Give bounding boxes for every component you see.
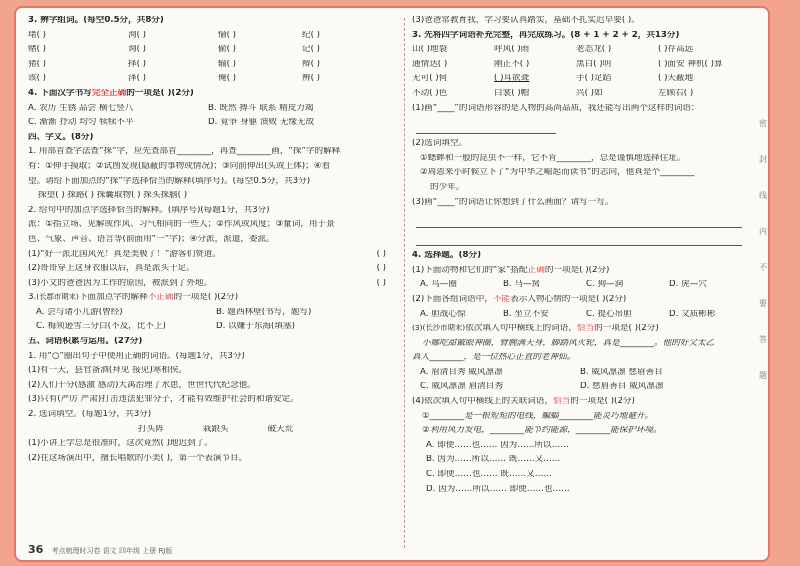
s4q1-line: 有：①伸手摸取；②试图发现(隐蔽的事物或情况)；③向前伸出(头或上体)；④看 xyxy=(28,161,331,171)
idiom[interactable]: 呼风( )雨 xyxy=(494,45,530,55)
r-q4-1-title: (1)下面动物和它们的“家”搭配正确的一项是( )(2分) xyxy=(412,265,610,275)
option[interactable]: B. 坐立不安 xyxy=(503,309,549,319)
r-q3-sub2-a[interactable]: ①蟋蟀和一般的昆虫不一样，它不肯________，总是谨慎地选择住址。 xyxy=(420,153,686,163)
page-footer xyxy=(28,543,172,556)
s5q1-line[interactable]: (2)人们十分(感激 感动)大禹治理了水患，世世代代纪念他。 xyxy=(28,380,256,390)
option[interactable]: C. 即使……也…… 既……又…… xyxy=(426,470,552,480)
word-option: 栽跟头 xyxy=(202,424,229,434)
right-column xyxy=(412,16,752,499)
s4q1-answers[interactable]: 探望( ) 探路( ) 探囊取物( ) 探头探脑( ) xyxy=(38,191,188,201)
r-q3-sub2-b[interactable]: ②周恩来小时候立下了“为中华之崛起而读书”的志向，他真是个________ xyxy=(420,168,695,178)
idiom[interactable]: 左顾右( ) xyxy=(658,88,694,98)
s5q1-line[interactable]: (3)只有(严厉 严肃)打击违法犯罪分子，才能有效维护社会的和谐安定。 xyxy=(28,395,299,405)
s4q2-line: 2. 给句中的加点字选择恰当的解释。(填序号)(每题1分，共3分) xyxy=(28,205,270,215)
option[interactable]: B. 威风凛凛 慈眉善目 xyxy=(580,367,663,377)
r-q4-4-sentence: ①________是一根短短的电线，蝙蝠________能灵巧地避开。 xyxy=(422,411,654,421)
answer-line[interactable] xyxy=(416,215,742,228)
r-q3-sub2-b2: 的少年。 xyxy=(430,182,465,192)
option[interactable]: B. 马—窝 xyxy=(503,280,541,290)
idiom-row xyxy=(412,74,752,89)
s5q2-word-bank xyxy=(28,425,392,440)
q3-cell[interactable]: 俺( ) xyxy=(218,74,237,84)
idiom[interactable]: 刚正不( ) xyxy=(494,59,530,69)
s4q2-item: (1)“好一派北国风光！真是美极了！”游客们赞道。 ( ) xyxy=(28,249,386,259)
q2-item-3[interactable]: (3)爸爸常教育我，学习要认真踏实，基础不扎实迟早要( )。 xyxy=(412,16,640,25)
r-q4-4-sentence: ②利用风力发电，________能节约能源，________能保护环境。 xyxy=(422,426,662,436)
q3-cell[interactable]: 洵( ) xyxy=(128,30,147,40)
s4q3-option[interactable]: C. 梅须逊雪三分白(不及，比不上) xyxy=(36,322,166,332)
s4q2-item: (3)小文的爸爸因为工作的原因，被派到了外地。 ( ) xyxy=(28,278,386,288)
idiom-row xyxy=(412,89,752,104)
q3-cell[interactable]: 愉( ) xyxy=(218,30,237,40)
s4q1-line: 望。请给下面加点的“探”字选择恰当的解释(填序号)。(每空0.5分，共3分) xyxy=(28,176,311,186)
seal-char: 封 xyxy=(759,155,767,164)
q4-option[interactable]: D. 竟争 身躯 溃败 无缘无故 xyxy=(208,118,315,128)
option[interactable]: C. 提心吊胆 xyxy=(586,309,632,319)
s4q3-option[interactable]: B. 题西林壁(书写，题写) xyxy=(216,307,312,317)
idiom[interactable]: 通情达( ) xyxy=(412,59,448,69)
s4q2-line: 色、气象、声音、语言等(前面用“一”字)；④分派，派遣，委派。 xyxy=(28,234,275,244)
column-divider xyxy=(404,18,405,548)
s4q2-line: 派：①指立场、见解或作风、习气相同的一些人；②作风或风度；③量词，用于景 xyxy=(28,220,335,230)
s4q3-option[interactable]: A. 尝与诸小儿游(曾经) xyxy=(36,307,123,317)
r-q4-3-title: (3)(长沙市期末)依次填入句中横线上的词语，恰当的一项是( )(2分) xyxy=(412,324,659,334)
s5q2-line[interactable]: (1)小讲上学总是很准时，这次竟然( )地迟到了。 xyxy=(28,439,213,449)
q4-option[interactable]: B. 既然 搏斗 联系 精皮力竭 xyxy=(208,103,314,113)
option[interactable]: A. 眉清目秀 威风凛凛 xyxy=(420,367,503,377)
idiom[interactable]: ( )面安 神机( )算 xyxy=(658,59,723,69)
option[interactable]: A. 即使……也…… 因为……所以…… xyxy=(426,440,569,450)
q3-cell[interactable]: 询( ) xyxy=(128,45,147,55)
r-q4-3-options xyxy=(412,368,752,383)
idiom-row xyxy=(412,60,752,75)
seal-char: 密 xyxy=(759,119,767,128)
answer-line[interactable] xyxy=(416,233,742,246)
answer-line[interactable] xyxy=(416,121,556,134)
seal-char: 线 xyxy=(759,191,767,200)
idiom[interactable]: ( )天蔽地 xyxy=(658,74,694,84)
q3-cell[interactable]: 泽( ) xyxy=(128,74,147,84)
left-column xyxy=(28,16,392,468)
r-q3-title: 3. 先将四字词语补充完整，再完成练习。(8 + 1 + 2 + 2，共13分) xyxy=(412,30,680,40)
q3-cell[interactable]: 偷( ) xyxy=(218,45,237,55)
seal-char: 不 xyxy=(759,263,767,272)
r-q3-sub3: (3)画“____”的词语让你想到了什么画面？请写一写。 xyxy=(412,197,614,207)
worksheet-page xyxy=(14,6,770,562)
idiom[interactable]: 兴( )如 xyxy=(576,88,603,98)
option[interactable]: C. 狗—洞 xyxy=(586,280,624,290)
idiom[interactable]: 黑白( )明 xyxy=(576,59,612,69)
word-option: 破天荒 xyxy=(267,424,294,434)
word-option: 打头阵 xyxy=(138,424,164,434)
r-q4-3-quote: 小娜吃甜戴眼神圈，臂腕满天身，脚踏风火轮，真是________。他的好父太乙 xyxy=(422,338,715,348)
answer-paren[interactable]: ( ) xyxy=(376,264,386,274)
page-number: 36 xyxy=(28,543,44,556)
s5q2-title: 2. 选词填空。(每题1分，共3分) xyxy=(28,410,152,420)
q4-options-row xyxy=(28,104,392,119)
option[interactable]: D. 慈眉善目 威风凛凛 xyxy=(580,382,664,392)
option[interactable]: D. 文质彬彬 xyxy=(669,309,716,319)
r-q4-4-title: (4)依次填入句中横线上的关联词语，恰当的一项是( )(2分) xyxy=(412,397,635,407)
r-q4-2-options xyxy=(412,310,752,325)
idiom[interactable]: 无可( )何 xyxy=(412,74,448,84)
idiom[interactable]: ( )存高远 xyxy=(658,45,694,55)
q3-cell[interactable]: 堵( ) xyxy=(28,30,47,40)
q4-option[interactable]: C. 渐渐 抒动 均匀 犊犊不平 xyxy=(28,118,134,128)
q4-title: 4. 下面汉字书写完全正确的一项是( )(2分) xyxy=(28,88,194,98)
q3-title: 3. 辨字组词。(每空0.5分，共8分) xyxy=(28,16,164,25)
idiom[interactable]: 山( )地裂 xyxy=(412,45,448,55)
seal-line-note xyxy=(756,118,770,406)
q3-grid xyxy=(28,31,392,89)
answer-paren[interactable]: ( ) xyxy=(376,249,386,259)
s5q2-line[interactable]: (2)在这场演出中，擅长唱歌的小美( )，第一个表演节目。 xyxy=(28,453,248,463)
r-q3-sub2: (2)选词填空。 xyxy=(412,139,468,149)
idiom[interactable]: 老态龙( ) xyxy=(576,45,612,55)
idiom-row xyxy=(412,45,752,60)
s5q1-line[interactable]: (1)有一天，县官备酒(拜见 接见)寒相侯。 xyxy=(28,366,188,376)
option[interactable]: D. 因为……所以…… 即使……也…… xyxy=(426,484,570,494)
r-q4-3-options xyxy=(412,382,752,397)
seal-char: 题 xyxy=(759,371,767,380)
idiom[interactable]: 白裳( )帽 xyxy=(494,88,530,98)
option[interactable]: A. 鸟—圈 xyxy=(420,280,457,290)
q3-cell[interactable]: 输( ) xyxy=(218,59,237,69)
r-q4-1-options xyxy=(412,280,752,295)
seal-char: 内 xyxy=(759,227,767,236)
r-q4-2-title: (2)下面各组词语中，不能表示人物心情的一项是( )(2分) xyxy=(412,294,627,304)
q3-cell[interactable]: 赌( ) xyxy=(28,45,47,55)
s4q1-line: 1. 用部首查字法查“探”字，应先查部首________，再查________画，“探”字的解释 xyxy=(28,147,341,157)
q3-cell[interactable]: 猪( ) xyxy=(28,59,47,69)
q3-cell[interactable]: 纪( ) xyxy=(302,30,321,40)
r-q3-sub1: (1)画“____”的词语形容的是人物的高尚品质，我还能写出两个这样的词语： xyxy=(412,103,700,113)
s5q1-line: 1. 用“○”圈出句子中使用正确的词语。(每题1分，共3分) xyxy=(28,351,245,361)
s4q3-title: 3.(长郡市期末)下面加点字的解释不正确的一项是( )(2分) xyxy=(28,293,239,303)
section4-title: 四、字义。(8分) xyxy=(28,132,94,142)
q3-cell[interactable]: 该( ) xyxy=(28,74,47,84)
option[interactable]: A. 胆战心惊 xyxy=(420,309,466,319)
idiom[interactable]: 手( )足蹈 xyxy=(576,74,612,84)
r-q4-title: 4. 选择题。(8分) xyxy=(412,251,482,261)
option[interactable]: C. 威风凛凛 眉清目秀 xyxy=(420,382,503,392)
answer-paren[interactable]: ( ) xyxy=(376,278,386,288)
r-q4-3-quote: 真人________，是一位热心正直的老神仙。 xyxy=(412,353,576,363)
idiom[interactable]: 不动( )色 xyxy=(412,88,448,98)
idiom[interactable]: ( )耳欲聋 xyxy=(494,74,530,84)
q4-options-row xyxy=(28,118,392,133)
q3-cell[interactable]: 择( ) xyxy=(128,59,147,69)
q3-cell[interactable]: 辨( ) xyxy=(302,74,321,84)
s4q3-option[interactable]: D. 以嫌于东海(填塞) xyxy=(216,322,295,332)
seal-char: 要 xyxy=(759,299,767,308)
s4q3-options-row xyxy=(28,322,392,337)
seal-char: 答 xyxy=(759,335,767,344)
q3-cell[interactable]: 记( ) xyxy=(302,45,321,55)
section5-title: 五、词语积累与运用。(27分) xyxy=(28,337,143,347)
s4q2-item: (2)哥哥穿上这身衣服以后，真是派头十足。 ( ) xyxy=(28,264,386,274)
option[interactable]: D. 虎—穴 xyxy=(669,280,707,290)
option[interactable]: B. 因为……所以…… 既……又…… xyxy=(426,455,561,465)
footer-text: 考点梳理时习卷 语文 四年级 上册 RJ版 xyxy=(51,547,173,555)
s4q3-options-row xyxy=(28,308,392,323)
q3-cell[interactable]: 辩( ) xyxy=(302,59,321,69)
q4-option[interactable]: A. 农历 生锈 品尝 横七竖八 xyxy=(28,103,134,113)
